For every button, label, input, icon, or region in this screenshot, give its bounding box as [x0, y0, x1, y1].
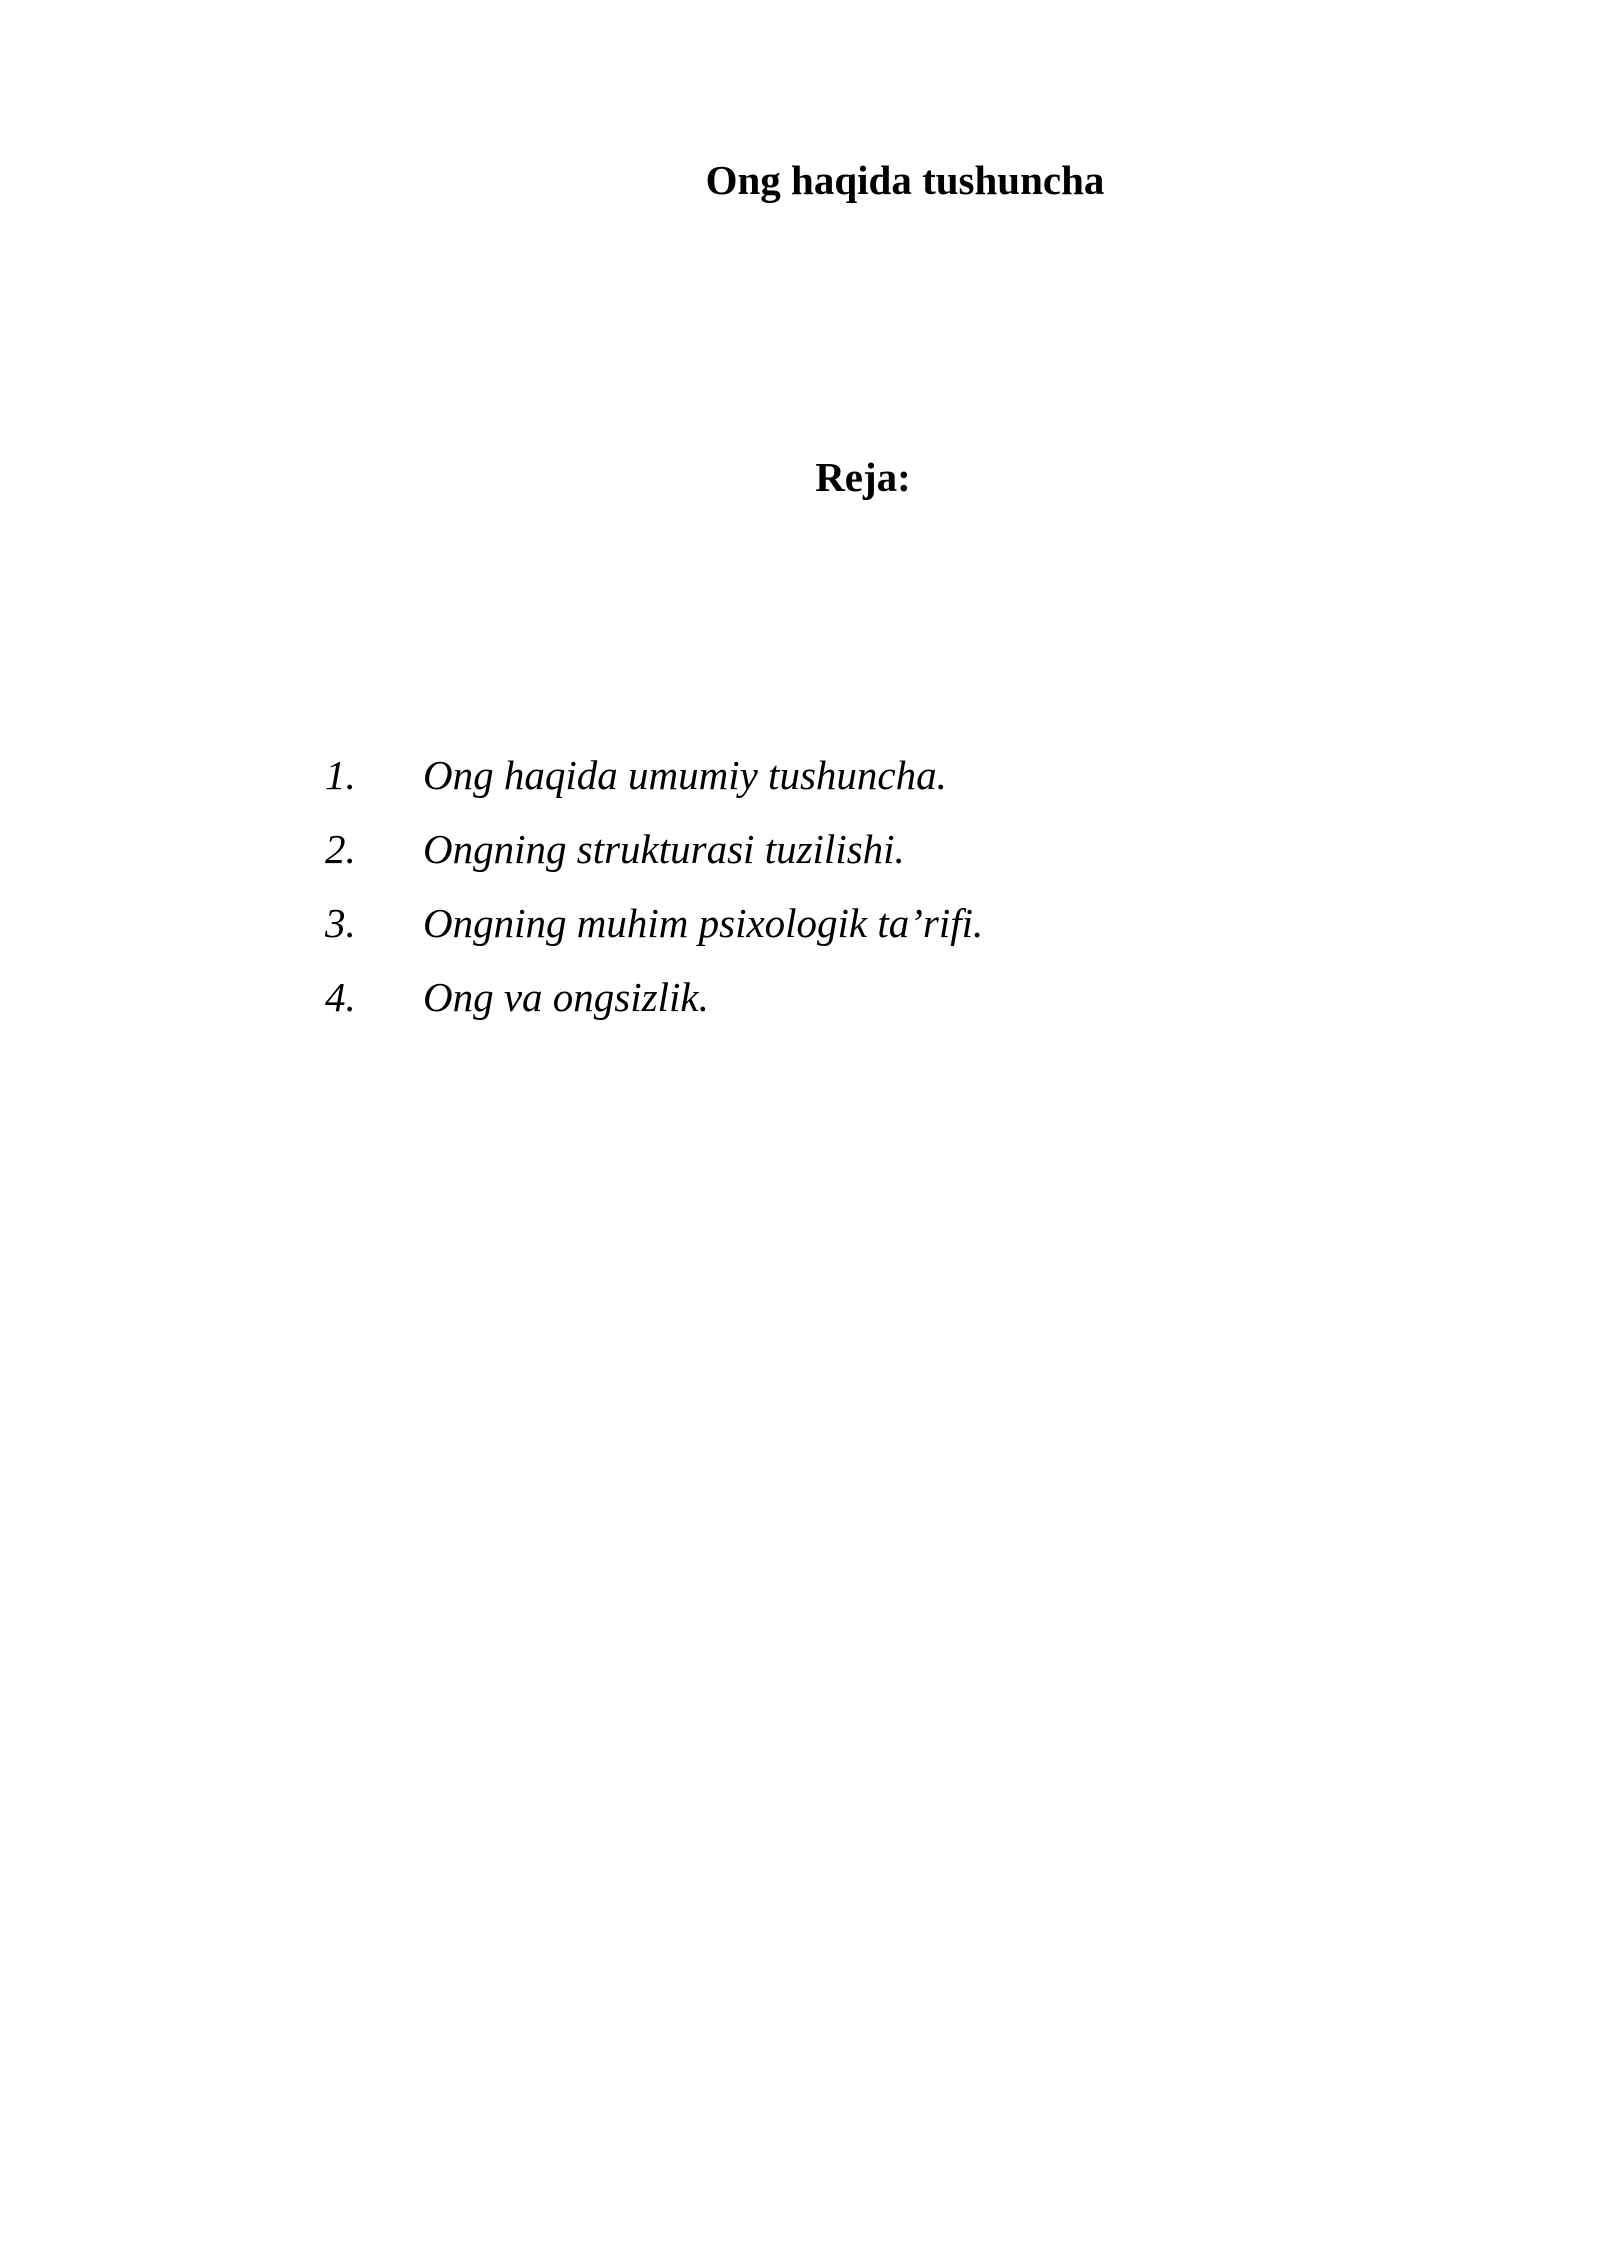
plan-item-number: 3. — [325, 900, 356, 946]
plan-heading: Reja: — [815, 454, 911, 500]
plan-item — [325, 745, 983, 819]
plan-item — [325, 967, 983, 1041]
plan-item-number: 1. — [325, 752, 356, 798]
document-title: Ong haqida tushuncha — [705, 157, 1105, 203]
plan-item-number: 2. — [325, 826, 356, 872]
plan-item-text: Ong haqida umumiy tushuncha. — [423, 752, 947, 798]
plan-item-text: Ong va ongsizlik. — [423, 974, 709, 1020]
plan-item — [325, 819, 983, 893]
plan-item-text: Ongning strukturasi tuzilishi. — [423, 826, 905, 872]
plan-item-number: 4. — [325, 974, 356, 1020]
plan-list — [325, 745, 983, 1041]
plan-item-text: Ongning muhim psixologik ta’rifi. — [423, 900, 984, 946]
plan-item — [325, 893, 983, 967]
